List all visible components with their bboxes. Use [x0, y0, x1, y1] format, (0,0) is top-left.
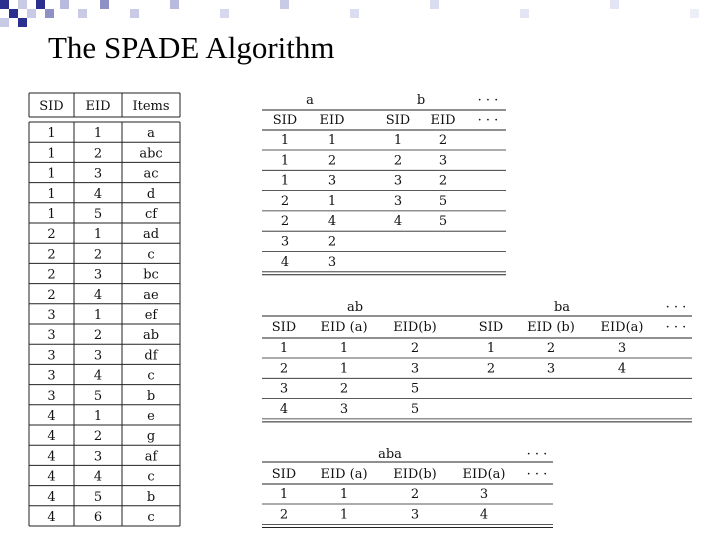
table-cell: 2 — [486, 361, 496, 377]
table-cell: cf — [144, 207, 158, 222]
table-cell: 1 — [279, 341, 289, 356]
column-header: SID — [272, 113, 298, 128]
table-cell: 2 — [47, 247, 56, 263]
table-cell: b — [146, 489, 156, 505]
table-cell: 2 — [327, 153, 337, 169]
continuation-marker: · · · — [665, 320, 687, 335]
table-cell: 3 — [393, 193, 403, 209]
table-cell: 1 — [280, 153, 290, 169]
table-cell: df — [144, 348, 158, 364]
table-cell: 4 — [47, 429, 56, 445]
table-cell: 4 — [327, 214, 337, 230]
table-cell: 3 — [93, 348, 103, 364]
group-label: aba — [378, 447, 402, 462]
table-cell: 4 — [47, 469, 56, 485]
table-cell: 1 — [393, 133, 403, 148]
table-cell: ef — [144, 308, 158, 323]
table-cell: 5 — [410, 401, 420, 417]
table-cell: 4 — [280, 254, 290, 270]
table-cell: b — [146, 388, 156, 404]
table-cell: 4 — [393, 214, 403, 230]
table-cell: 1 — [93, 308, 103, 323]
table-cell: ad — [142, 227, 160, 243]
table-cell: c — [147, 247, 155, 263]
table-cell: 3 — [617, 341, 627, 356]
column-header: EID — [85, 99, 111, 114]
table-cell: 2 — [280, 214, 290, 230]
table-cell: 1 — [47, 146, 56, 162]
table-cell: 1 — [93, 126, 103, 142]
table-cell: 6 — [93, 510, 103, 525]
table-cell: 1 — [339, 341, 349, 356]
table-cell: 2 — [93, 328, 103, 344]
column-header: SID — [271, 320, 297, 335]
table-cell: 4 — [479, 507, 489, 523]
table-cell: 5 — [93, 388, 103, 404]
table-cell: 5 — [438, 214, 448, 230]
table-cell: 3 — [47, 388, 56, 404]
table-cell: 2 — [279, 361, 289, 377]
table-cell: 3 — [280, 234, 290, 250]
column-header: EID — [430, 113, 456, 128]
table-cell: 1 — [339, 487, 349, 502]
column-header: SID — [385, 113, 411, 128]
table-cell: 3 — [546, 361, 556, 377]
group-label: b — [416, 93, 426, 108]
table-cell: 3 — [93, 267, 103, 283]
column-header: EID(a) — [600, 320, 644, 335]
column-header: EID(b) — [393, 320, 437, 335]
table-cell: 3 — [393, 173, 403, 189]
table-cell: 2 — [47, 267, 56, 283]
table-cell: 2 — [438, 173, 448, 189]
table-cell: 2 — [93, 146, 103, 162]
group-label: · · · — [526, 447, 548, 462]
table-cell: 5 — [93, 489, 103, 505]
column-header: EID (b) — [527, 320, 575, 335]
column-header: EID(a) — [462, 467, 506, 482]
group-label: · · · — [477, 93, 499, 108]
table-cell: 2 — [410, 487, 420, 502]
table-cell: 4 — [93, 368, 103, 384]
table-cell: 4 — [93, 469, 103, 485]
table-cell: 4 — [47, 409, 56, 424]
table-cell: 3 — [410, 361, 420, 377]
table-cell: 4 — [47, 489, 56, 505]
table-cell: 1 — [47, 186, 56, 202]
table-cell: 3 — [479, 487, 489, 502]
table-cell: 3 — [410, 507, 420, 523]
table-cell: 1 — [280, 133, 290, 148]
table-cell: 5 — [438, 193, 448, 209]
table-cell: g — [146, 429, 156, 445]
table-cell: 3 — [438, 153, 448, 169]
table-cell: 4 — [47, 449, 56, 465]
table-cell: 2 — [438, 133, 448, 148]
table-cell: af — [144, 449, 158, 465]
column-header: EID(b) — [393, 467, 437, 482]
table-cell: 5 — [93, 207, 103, 222]
table-cell: 2 — [47, 287, 56, 303]
table-cell: 1 — [279, 487, 289, 502]
table-cell: c — [147, 469, 155, 485]
group-label: ab — [346, 300, 364, 315]
table-cell: 3 — [93, 449, 103, 465]
table-cell: 4 — [93, 287, 103, 303]
table-cell: 1 — [93, 409, 103, 424]
group-label: a — [306, 93, 314, 108]
table-cell: d — [146, 186, 156, 202]
table-cell: 3 — [47, 368, 56, 384]
table-cell: 1 — [280, 173, 290, 189]
table-cell: 2 — [327, 234, 337, 250]
table-cell: 1 — [327, 133, 337, 148]
table-cell: 3 — [327, 173, 337, 189]
table-cell: 5 — [410, 381, 420, 397]
table-cell: ac — [143, 166, 159, 182]
table-cell: 3 — [339, 401, 349, 417]
column-header: EID — [319, 113, 345, 128]
table-cell: 2 — [279, 507, 289, 523]
table-cell: 2 — [93, 247, 103, 263]
table-cell: ab — [142, 328, 160, 344]
slide-title: The SPADE Algorithm — [48, 30, 335, 65]
table-cell: a — [147, 126, 155, 142]
table-cell: 4 — [279, 401, 289, 417]
table-cell: 4 — [617, 361, 627, 377]
table-cell: 4 — [93, 186, 103, 202]
table-cell: 2 — [280, 193, 290, 209]
table-cell: 1 — [339, 507, 349, 523]
table-cell: 1 — [93, 227, 103, 243]
table-cell: 1 — [339, 361, 349, 377]
column-header: SID — [271, 467, 297, 482]
column-header: SID — [478, 320, 504, 335]
column-header: EID (a) — [320, 467, 368, 482]
table-cell: 1 — [47, 166, 56, 182]
table-cell: c — [147, 510, 155, 525]
table-cell: 2 — [93, 429, 103, 445]
table-cell: 3 — [47, 308, 56, 323]
table-cell: 3 — [93, 166, 103, 182]
table-cell: bc — [143, 267, 159, 283]
table-cell: 2 — [410, 341, 420, 356]
table-cell: 3 — [47, 348, 56, 364]
table-cell: 2 — [47, 227, 56, 243]
table-cell: 3 — [279, 381, 289, 397]
group-label: ba — [553, 300, 571, 315]
table-cell: ae — [143, 287, 159, 303]
table-cell: 4 — [47, 510, 56, 525]
table-cell: 1 — [47, 126, 56, 142]
table-cell: 3 — [327, 254, 337, 270]
table-cell: 1 — [327, 193, 337, 209]
column-header: SID — [39, 99, 64, 114]
table-cell: 1 — [486, 341, 496, 356]
continuation-marker: · · · — [477, 113, 499, 128]
continuation-marker: · · · — [526, 467, 548, 482]
table-cell: abc — [139, 146, 163, 162]
table-cell: 3 — [47, 328, 56, 344]
table-cell: 2 — [546, 341, 556, 356]
column-header: EID (a) — [320, 320, 368, 335]
table-cell: e — [147, 409, 155, 424]
table-cell: 1 — [47, 207, 56, 222]
table-cell: 2 — [393, 153, 403, 169]
table-cell: 2 — [339, 381, 349, 397]
table-cell: c — [147, 368, 155, 384]
column-header: Items — [132, 99, 170, 114]
group-label: · · · — [665, 300, 687, 315]
